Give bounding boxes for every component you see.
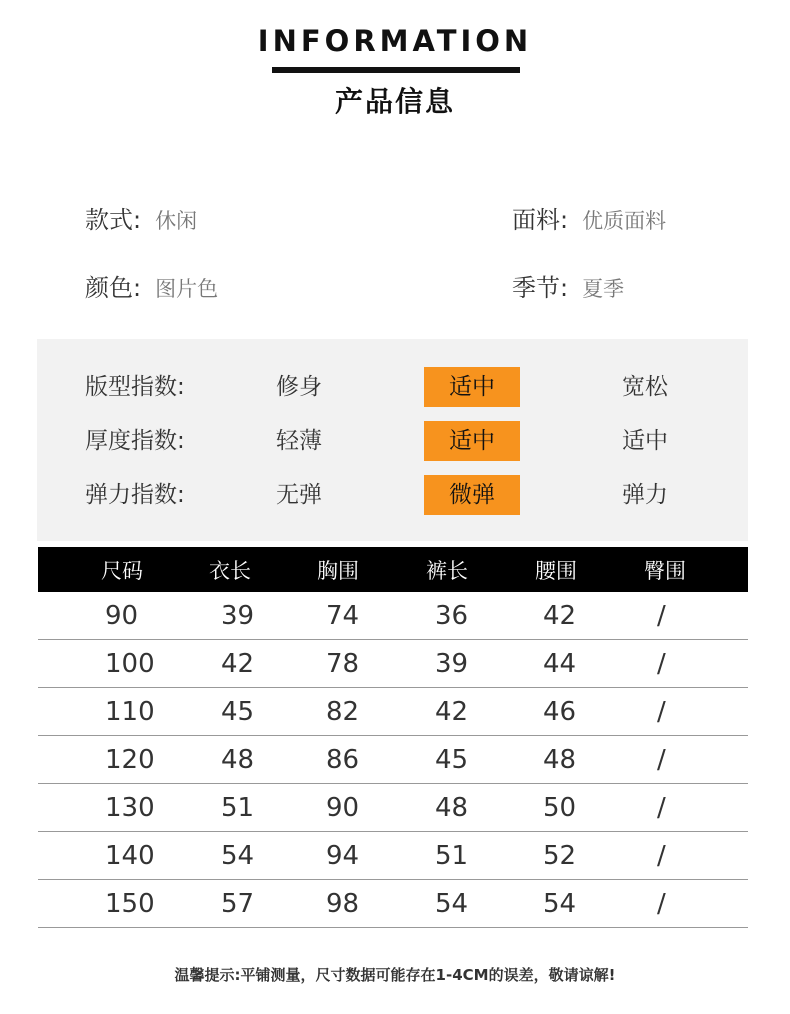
spec-color (85, 268, 218, 303)
table-cell: 51 (364, 832, 473, 880)
table-cell: 54 (473, 880, 582, 928)
index-panel (37, 339, 748, 541)
column-header-pants-length: 裤长 (364, 547, 473, 592)
table-cell: 100 (38, 640, 148, 688)
info-title-en: INFORMATION (257, 24, 533, 58)
table-cell: 74 (256, 592, 364, 640)
table-cell: 45 (364, 736, 473, 784)
table-cell: / (582, 880, 748, 928)
table-row (38, 640, 748, 688)
spec-style (85, 200, 197, 235)
table-cell: 48 (364, 784, 473, 832)
table-cell: 57 (148, 880, 256, 928)
table-cell: 140 (38, 832, 148, 880)
table-cell: 45 (148, 688, 256, 736)
title-underline (272, 67, 520, 73)
spec-season-label: 季节: (512, 274, 569, 302)
index-option-high: 宽松 (622, 374, 668, 400)
column-header-hip: 臀围 (582, 547, 748, 592)
index-option-selected: 微弹 (424, 475, 520, 515)
table-cell: 90 (38, 592, 148, 640)
column-header-chest: 胸围 (256, 547, 364, 592)
table-cell: 50 (473, 784, 582, 832)
table-cell: 90 (256, 784, 364, 832)
table-cell: 36 (364, 592, 473, 640)
table-cell: 39 (364, 640, 473, 688)
index-row-elasticity (37, 475, 748, 515)
index-option-low: 无弹 (276, 482, 322, 508)
table-row (38, 832, 748, 880)
measurement-disclaimer: 温馨提示:平铺测量，尺寸数据可能存在1-4CM的误差，敬请谅解! (174, 966, 616, 984)
table-cell: 39 (148, 592, 256, 640)
index-option-high: 弹力 (622, 482, 668, 508)
spec-season (512, 268, 624, 303)
table-cell: / (582, 784, 748, 832)
index-option-low: 修身 (276, 374, 322, 400)
info-title-cn: 产品信息 (334, 85, 455, 118)
index-label: 厚度指数: (85, 428, 185, 454)
table-cell: / (582, 832, 748, 880)
table-cell: / (582, 736, 748, 784)
table-cell: 94 (256, 832, 364, 880)
index-row-thickness (37, 421, 748, 461)
table-cell: / (582, 640, 748, 688)
table-cell: 42 (148, 640, 256, 688)
column-header-top-length: 衣长 (148, 547, 256, 592)
table-cell: 44 (473, 640, 582, 688)
table-cell: 46 (473, 688, 582, 736)
table-row (38, 880, 748, 928)
table-cell: 54 (364, 880, 473, 928)
table-cell: 51 (148, 784, 256, 832)
table-cell: 54 (148, 832, 256, 880)
spec-color-label: 颜色: (85, 274, 142, 302)
table-cell: 42 (364, 688, 473, 736)
index-option-selected: 适中 (424, 421, 520, 461)
spec-color-value: 图片色 (155, 277, 219, 301)
table-cell: 120 (38, 736, 148, 784)
table-cell: 82 (256, 688, 364, 736)
table-cell: 86 (256, 736, 364, 784)
table-row (38, 736, 748, 784)
table-row (38, 784, 748, 832)
index-label: 弹力指数: (85, 482, 185, 508)
table-cell: 48 (148, 736, 256, 784)
index-row-fit (37, 367, 748, 407)
table-cell: 78 (256, 640, 364, 688)
column-header-waist: 腰围 (473, 547, 582, 592)
table-cell: 52 (473, 832, 582, 880)
table-cell: / (582, 592, 748, 640)
table-cell: 98 (256, 880, 364, 928)
table-cell: 42 (473, 592, 582, 640)
spec-fabric-value: 优质面料 (582, 209, 667, 233)
size-table-header (38, 547, 748, 592)
table-row (38, 688, 748, 736)
table-cell: 110 (38, 688, 148, 736)
spec-style-label: 款式: (85, 206, 142, 234)
index-option-selected: 适中 (424, 367, 520, 407)
table-cell: 150 (38, 880, 148, 928)
table-cell: 48 (473, 736, 582, 784)
table-cell: 130 (38, 784, 148, 832)
column-header-size: 尺码 (38, 547, 148, 592)
table-row (38, 592, 748, 640)
table-cell: / (582, 688, 748, 736)
index-option-low: 轻薄 (276, 428, 322, 454)
spec-season-value: 夏季 (582, 277, 625, 301)
size-table (38, 547, 748, 928)
index-option-high: 适中 (622, 428, 668, 454)
spec-fabric-label: 面料: (512, 206, 569, 234)
spec-fabric (512, 200, 666, 235)
index-label: 版型指数: (85, 374, 185, 400)
spec-style-value: 休闲 (155, 209, 198, 233)
